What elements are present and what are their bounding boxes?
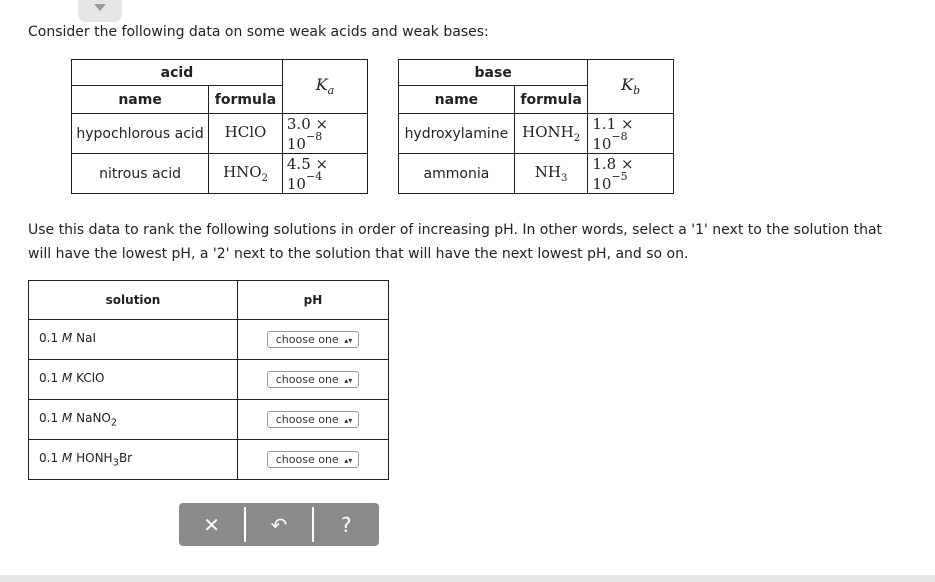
kb-value: $1.8 \times 10^{-5}$ xyxy=(588,154,674,194)
base-name: hydroxylamine xyxy=(399,114,515,154)
base-formula: $HONH_2$ xyxy=(514,114,588,154)
close-icon: ✕ xyxy=(203,512,221,537)
acid-group-header: acid xyxy=(72,60,283,86)
acid-table xyxy=(71,59,368,194)
ph-rank-select[interactable]: choose one ▴▾ xyxy=(267,411,359,428)
ph-header: pH xyxy=(238,281,389,320)
base-name: ammonia xyxy=(399,154,515,194)
clear-button[interactable] xyxy=(179,503,244,546)
ph-rank-select[interactable]: choose one ▴▾ xyxy=(267,451,359,468)
solution-label: 0.1 M NaI xyxy=(29,320,238,360)
solution-header: solution xyxy=(29,281,238,320)
ph-rank-select[interactable]: choose one ▴▾ xyxy=(267,371,359,388)
updown-arrow-icon: ▴▾ xyxy=(344,336,353,345)
answer-toolbar xyxy=(179,503,379,546)
acid-formula: $HNO_2$ xyxy=(209,154,283,194)
acid-name-header: name xyxy=(72,86,209,114)
ka-value: $3.0 \times 10^{-8}$ xyxy=(282,114,367,154)
kb-value: $1.1 \times 10^{-8}$ xyxy=(588,114,674,154)
updown-arrow-icon: ▴▾ xyxy=(344,456,353,465)
ka-value: $4.5 \times 10^{-4}$ xyxy=(282,154,367,194)
acid-formula-header: formula xyxy=(209,86,283,114)
solution-label: 0.1 M KClO xyxy=(29,360,238,400)
undo-button[interactable] xyxy=(246,503,311,546)
undo-icon: ↶ xyxy=(270,512,288,537)
base-group-header: base xyxy=(399,60,588,86)
bottom-divider xyxy=(0,575,935,582)
help-button[interactable] xyxy=(314,503,379,546)
chevron-down-icon xyxy=(94,4,106,11)
help-icon: ? xyxy=(341,512,352,537)
ka-header: $K_a$ xyxy=(282,60,367,114)
updown-arrow-icon: ▴▾ xyxy=(344,416,353,425)
base-table xyxy=(398,59,674,194)
kb-header: $K_b$ xyxy=(588,60,674,114)
base-name-header: name xyxy=(399,86,515,114)
acid-name: hypochlorous acid xyxy=(72,114,209,154)
ph-rank-select[interactable]: choose one ▴▾ xyxy=(267,331,359,348)
acid-name: nitrous acid xyxy=(72,154,209,194)
collapse-tab[interactable] xyxy=(78,0,122,22)
question-text: Use this data to rank the following solutions in order of increasing pH. In other words, select a '1' next to the solution that will have the lowest pH, a '2' next to the solution that will have the next lowest pH, and so on. xyxy=(28,222,883,262)
solution-label: 0.1 M $HONH_3Br$ xyxy=(29,440,238,480)
acid-formula: HClO xyxy=(209,114,283,154)
ranking-table xyxy=(28,280,389,480)
updown-arrow-icon: ▴▾ xyxy=(344,376,353,385)
base-formula-header: formula xyxy=(514,86,588,114)
solution-label: 0.1 M NaNO$_2$ xyxy=(29,400,238,440)
intro-text: Consider the following data on some weak acids and weak bases: xyxy=(28,24,489,40)
base-formula: $NH_3$ xyxy=(514,154,588,194)
